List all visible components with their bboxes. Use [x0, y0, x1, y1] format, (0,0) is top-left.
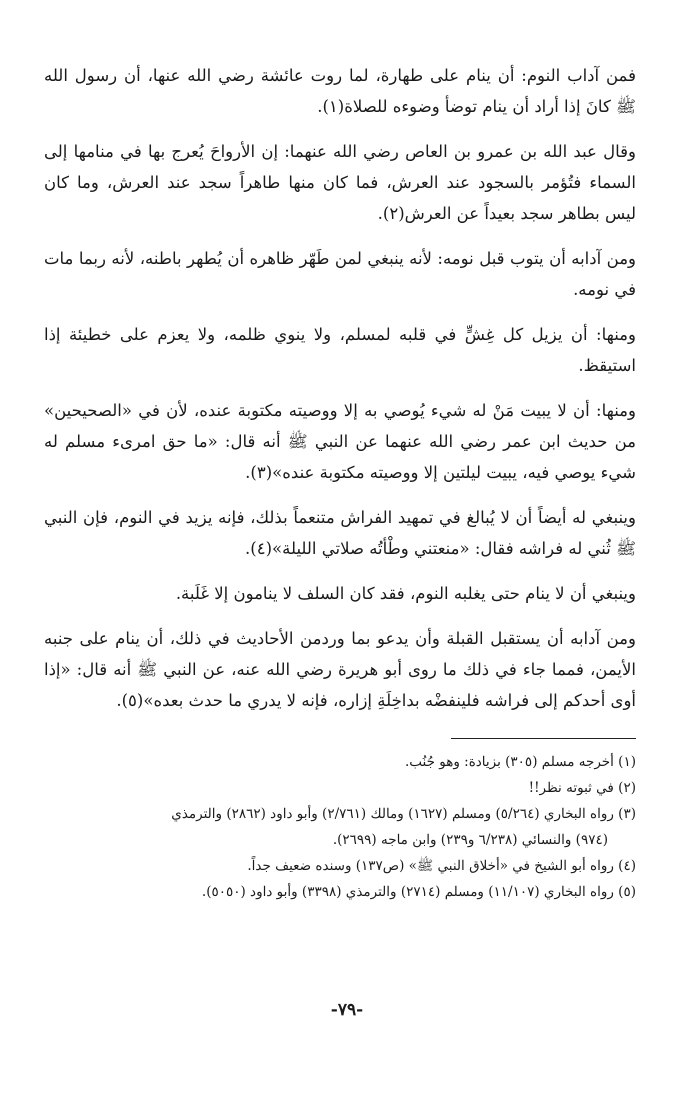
footnotes	[44, 749, 636, 905]
page-number: -٧٩-	[330, 1000, 364, 1020]
footnote-3-continued: (٩٧٤) والنسائي (٦/٢٣٨ و٢٣٩) وابن ماجه (٢٦٩٩).	[332, 832, 608, 848]
paragraph-souls-prostration: وقال عبد الله بن عمرو بن العاص رضي الله عنهما: إن الأرواحَ يُعرج بها في منامها إلى السماء فتُؤمر بالسجود عند العرش، فما كان منها طاهراً سجد عند العرش، وما كان ليس بطاهر سجد بعيداً عن العرش(٢).	[44, 142, 636, 223]
paragraph-will: ومنها: أن لا يبيت مَنْ له شيء يُوصي به إلا ووصيته مكتوبة عنده، لأن في «الصحيحين» من حديث ابن عمر رضي الله عنهما عن النبي ﷺ أنه قال: «ما حق امرىء مسلم له شيء يوصي فيه، يبيت ليلتين إلا ووصيته مكتوبة عنده»(٣).	[44, 401, 636, 482]
footnote-4: (٤) رواه أبو الشيخ في «أخلاق النبي ﷺ» (ص١٣٧) وسنده ضعيف جداً.	[247, 858, 636, 874]
footnote-3: (٣) رواه البخاري (٥/٢٦٤) ومسلم (١٦٢٧) ومالك (٢/٧٦١) وأبو داود (٢٨٦٢) والترمذي	[171, 806, 636, 822]
footnote-divider	[451, 738, 636, 739]
paragraph-qibla: ومن آدابه أن يستقبل القبلة وأن يدعو بما وردمن الأحاديث في ذلك، أن ينام على جنبه الأيمن، فمما جاء في ذلك ما روى أبو هريرة رضي الله عنه، عن النبي ﷺ أنه قال: «إذا أوى أحدكم إلى فراشه فلينفضْه بداخِلَةِ إزاره، فإنه لا يدري ما حدث بعده»(٥).	[44, 629, 636, 710]
footnote-1: (١) أخرجه مسلم (٣٠٥) بزيادة: وهو جُنُب.	[404, 754, 636, 770]
paragraph-bedding: وينبغي له أيضاً أن لا يُبالغ في تمهيد الفراش متنعماً بذلك، فإنه يزيد في النوم، فإن النبي ﷺ ثُني له فراشه فقال: «منعتني وطْأتُه صلاتي الليلة»(٤).	[44, 508, 636, 558]
paragraph-overcome-by-sleep: وينبغي أن لا ينام حتى يغلبه النوم، فقد كان السلف لا ينامون إلا غَلَبة.	[175, 584, 636, 603]
paragraph-repentance: ومن آدابه أن يتوب قبل نومه: لأنه ينبغي لمن طَهّر ظاهره أن يُطهر باطنه، لأنه ربما مات في نومه.	[44, 249, 636, 299]
footnote-5: (٥) رواه البخاري (١١/١٠٧) ومسلم (٢٧١٤) والترمذي (٣٣٩٨) وأبو داود (٥٠٥٠).	[201, 884, 636, 900]
paragraph-no-grudge: ومنها: أن يزيل كل غِشٍّ في قلبه لمسلم، ولا ينوي ظلمه، ولا يعزم على خطيئة إذا استيقظ.	[44, 325, 636, 375]
paragraph-sleep-purity: فمن آداب النوم: أن ينام على طهارة، لما روت عائشة رضي الله عنها، أن رسول الله ﷺ كانَ إذا أراد أن ينام توضأ وضوءه للصلاة(١).	[44, 66, 636, 116]
footnote-2: (٢) في ثبوته نظر!!	[528, 780, 636, 796]
